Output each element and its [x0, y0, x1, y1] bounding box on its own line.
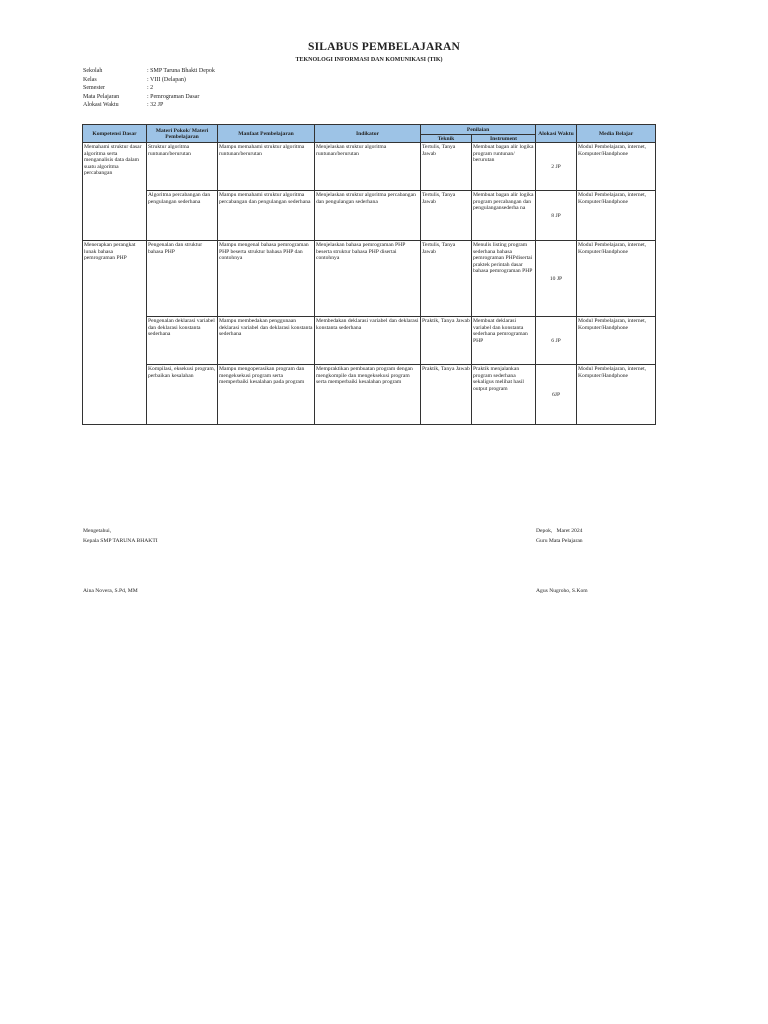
table-row	[83, 191, 656, 241]
info-label: Kelas	[83, 76, 97, 83]
cell-media: Modul Pembelajaran, internet, Komputer/Handphone	[577, 365, 656, 425]
cell-alokasi: 8 JP	[536, 191, 577, 241]
info-label: Sekolah	[83, 68, 103, 74]
signature-right-name: Agus Nugroho, S.Kom	[536, 588, 588, 594]
signature-left-name: Aina Novera, S.Pd, MM	[83, 588, 138, 594]
signature-right-block	[536, 526, 583, 546]
info-value: : SMP Taruna Bhakti Depok	[147, 68, 215, 74]
syllabus-table	[82, 124, 656, 425]
table-row	[83, 143, 656, 191]
info-row-mata-pelajaran	[83, 93, 215, 102]
cell-manfaat: Mampu membedakan penggunaan deklarasi variabel dan deklarasi konstanta sederhana	[218, 317, 315, 365]
cell-materi: Pengenalan deklarasi variabel dan deklarasi konstanta sederhana	[147, 317, 218, 365]
info-value: : 32 JP	[147, 102, 164, 108]
document-subtitle: TEKNOLOGI INFORMASI DAN KOMUNIKASI (TIK)	[295, 57, 443, 63]
cell-kompetensi	[83, 365, 147, 425]
info-label: Mata Pelajaran	[83, 93, 120, 100]
cell-indikator: Menjelaskan struktur algoritma runtunan/berurutan	[315, 143, 421, 191]
cell-kompetensi: Menerapkan perangkat lunak bahasa pemrograman PHP	[83, 241, 147, 317]
cell-instrument: Membuat bagan alir logika program runtunan/ berurutan	[472, 143, 536, 191]
info-row-kelas	[83, 76, 215, 85]
header-materi: Materi Pokok/ Materi Pembelajaran	[147, 125, 218, 143]
info-value: : Pemrograman Dasar	[147, 93, 200, 100]
cell-materi: Algoritma percabangan dan pengulangan sederhana	[147, 191, 218, 241]
cell-materi: Pengenalan dan struktur bahasa PHP	[147, 241, 218, 317]
cell-manfaat: Mampu mengenal bahasa pemrograman PHP beserta struktur bahasa PHP dan contohnya	[218, 241, 315, 317]
signature-right-line1: Depok, Maret 2024	[536, 528, 583, 534]
header-penilaian: Penilaian	[421, 125, 536, 135]
cell-teknik: Tertulis, Tanya Jawab	[421, 241, 472, 317]
signature-right-line2: Guru Mata Pelajaran	[536, 538, 583, 544]
header-instrument: Instrument	[472, 135, 536, 143]
cell-manfaat: Mampu memahami struktur algoritma runtunan/berurutan	[218, 143, 315, 191]
info-block	[83, 67, 215, 110]
cell-teknik: Tertulis, Tanya Jawab	[421, 191, 472, 241]
cell-kompetensi	[83, 191, 147, 241]
cell-instrument: Membuat deklarasi variabel dan konstanta sederhana pemrograman PHP	[472, 317, 536, 365]
cell-indikator: Menjelaskan bahasa pemrograman PHP beserta struktur bahasa PHP disertai contohnya	[315, 241, 421, 317]
header-alokasi-waktu: Alokasi Waktu	[536, 125, 577, 143]
cell-alokasi: 2 JP	[536, 143, 577, 191]
header-media-belajar: Media Belajar	[577, 125, 656, 143]
info-label: Alokasi Waktu	[83, 102, 119, 108]
cell-materi: Struktur algoritma runtunan/berurutan	[147, 143, 218, 191]
cell-indikator: Membedakan deklarasi variabel dan deklarasi konstanta sederhana	[315, 317, 421, 365]
cell-kompetensi	[83, 317, 147, 365]
signature-left-line1: Mengetahui,	[83, 528, 112, 534]
info-label: Semester	[83, 85, 105, 91]
table-row	[83, 365, 656, 425]
signature-left-block	[83, 526, 158, 546]
info-row-sekolah	[83, 67, 215, 76]
cell-teknik: Praktik, Tanya Jawab	[421, 365, 472, 425]
info-value: : 2	[147, 85, 154, 91]
document-title: SILABUS PEMBELAJARAN	[308, 41, 460, 53]
cell-media: Modul Pembelajaran, internet, Komputer/Handphone	[577, 143, 656, 191]
cell-alokasi: 10 JP	[536, 241, 577, 317]
cell-instrument: Praktik menjalankan program sederhana sekaligus melihat hasil output program	[472, 365, 536, 425]
info-value: : VIII (Delapan)	[147, 76, 186, 83]
cell-teknik: Tertulis, Tanya Jawab	[421, 143, 472, 191]
cell-alokasi: 6 JP	[536, 317, 577, 365]
cell-instrument: Membuat bagan alir logika program percabangan dan pengulangansederha na	[472, 191, 536, 241]
table-row	[83, 241, 656, 317]
signature-left-line2: Kepala SMP TARUNA BHAKTI	[83, 538, 158, 544]
cell-kompetensi: Memahami struktur dasar algoritma serta menganalisis data dalam suatu algoritma percabangan	[83, 143, 147, 191]
cell-media: Modul Pembelajaran, internet, Komputer/Handphone	[577, 241, 656, 317]
table-row	[83, 317, 656, 365]
cell-materi: Kompilasi, eksekusi program, perbaikan kesalahan	[147, 365, 218, 425]
header-manfaat: Manfaat Pembelajaran	[218, 125, 315, 143]
header-kompetensi-dasar: Kompetensi Dasar	[83, 125, 147, 143]
cell-manfaat: Mampu memahami struktur algoritma percabangan dan pengulangan sederhana	[218, 191, 315, 241]
cell-indikator: Menjelaskan struktur algoritma percabangan dan pengulangan sederhana	[315, 191, 421, 241]
info-row-alokasi-waktu	[83, 101, 215, 110]
cell-indikator: Mempraktikan pembuatan program dengan mengkompile dan mengeksekusi program serta memperbaiki kesalahan program	[315, 365, 421, 425]
header-teknik: Teknik	[421, 135, 472, 143]
info-row-semester	[83, 84, 215, 93]
cell-teknik: Praktik, Tanya Jawab	[421, 317, 472, 365]
cell-media: Modul Pembelajaran, internet, Komputer/Handphone	[577, 317, 656, 365]
cell-media: Modul Pembelajaran, internet, Komputer/Handphone	[577, 191, 656, 241]
header-indikator: Indikator	[315, 125, 421, 143]
cell-alokasi: 6JP	[536, 365, 577, 425]
cell-instrument: Menulis listing program sederhana bahasa pemrograman PHPdisertai praktek perintah dasar bahasa pemrograman PHP	[472, 241, 536, 317]
cell-manfaat: Mampu mengoperasikan program dan mengeksekusi program serta memperbaiki kesalahan pada program	[218, 365, 315, 425]
